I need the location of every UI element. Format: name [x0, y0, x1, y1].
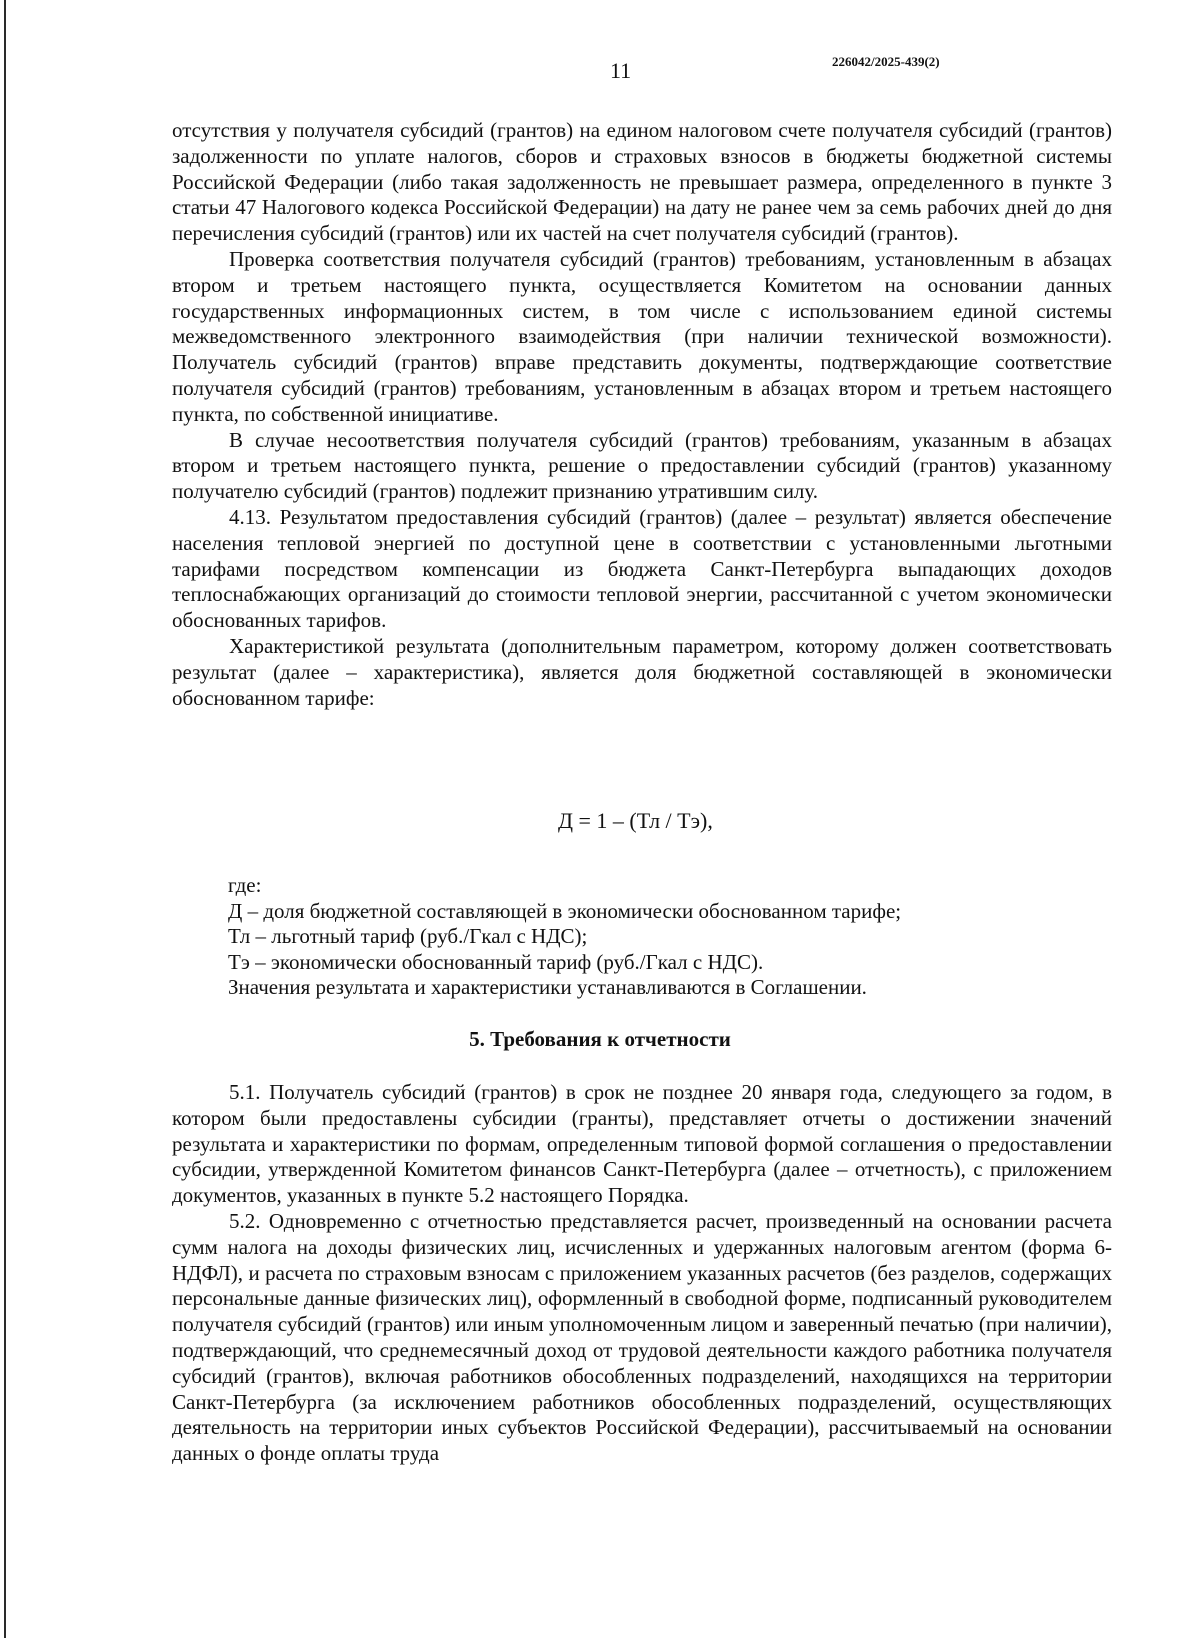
text-block-main [172, 118, 1112, 711]
paragraph-noncompliance: В случае несоответствия получателя субсидий (грантов) требованиям, указанным в абзацах втором и третьем настоящего пункта, решение о предоставлении субсидий (грантов) указанному получателю субсидий (грантов) подлежит признанию утратившим силу. [172, 427, 1112, 504]
definition-te: Тэ – экономически обоснованный тариф (руб./Гкал с НДС). [228, 949, 764, 974]
section-heading: 5. Требования к отчетности [469, 1027, 731, 1051]
paragraph-5-1: 5.1. Получатель субсидий (грантов) в срок не позднее 20 января года, следующего за годом, в котором были предоставлены субсидии (гранты), представляет отчеты о достижении значений результата и характеристики по формам, определенным типовой формой соглашения о предоставлении субсидии, утвержденной Комитетом финансов Санкт-Петербурга (далее – отчетность), с приложением документов, указанных в пункте 5.2 настоящего Порядка. [172, 1080, 1112, 1208]
definition-tl: Тл – льготный тариф (руб./Гкал с НДС); [228, 924, 588, 948]
formula: Д = 1 – (Тл / Тэ), [558, 808, 713, 833]
formula-definitions [228, 873, 901, 1001]
paragraph-characteristic: Характеристикой результата (дополнительным параметром, которому должен соответствовать результат (далее – характеристика), является доля бюджетной составляющей в экономически обоснованном тарифе: [172, 633, 1112, 710]
paragraph-continuation: отсутствия у получателя субсидий (грантов) на едином налоговом счете получателя субсидий (грантов) задолженности по уплате налогов, сборов и страховых взносов в бюджеты бюджетной системы Российской Федерации (либо такая задолженность не превышает размера, определенного в пункте 3 статьи 47 Налогового кодекса Российской Федерации) на дату не ранее чем за семь рабочих дней до дня перечисления субсидий (грантов) или их частей на счет получателя субсидий (грантов). [172, 118, 1112, 246]
definition-d: Д – доля бюджетной составляющей в экономически обоснованном тарифе; [228, 898, 902, 923]
paragraph-5-2: 5.2. Одновременно с отчетностью представляется расчет, произведенный на основании расчета сумм налога на доходы физических лиц, исчисленных и удержанных налоговым агентом (форма 6-НДФЛ), и расчета по страховым взносам с приложением указанных расчетов (без разделов, содержащих персональные данные физических лиц), оформленный в свободной форме, подписанный руководителем получателя субсидий (грантов) или иным уполномоченным лицом и заверенный печатью (при наличии), подтверждающий, что среднемесячный доход от трудовой деятельности каждого работника получателя субсидий (грантов), включая работников обособленных подразделений, находящихся на территории Санкт-Петербурга (за исключением работников обособленных подразделений, осуществляющих деятельность на территории иных субъектов Российской Федерации), рассчитываемый на основании данных о фонде оплаты труда [172, 1208, 1112, 1466]
paragraph-verification: Проверка соответствия получателя субсидий (грантов) требованиям, установленным в абзацах втором и третьем настоящего пункта, осуществляется Комитетом на основании данных государственных информационных систем, в том числе с использованием единой системы межведомственного электронного взаимодействия (при наличии технической возможности). Получатель субсидий (грантов) вправе представить документы, подтверждающие соответствие получателя субсидий (грантов) требованиям, установленным в абзацах втором и третьем настоящего пункта, по собственной инициативе. [172, 246, 1112, 426]
definition-where: где: [228, 873, 262, 897]
text-block-section5 [172, 1080, 1112, 1467]
document-id: 226042/2025-439(2) [832, 54, 940, 69]
page-number: 11 [610, 58, 632, 83]
scan-edge-line [4, 0, 6, 1638]
definition-values: Значения результата и характеристики устанавливаются в Соглашении. [228, 975, 867, 999]
paragraph-4-13: 4.13. Результатом предоставления субсидий (грантов) (далее – результат) является обеспечение населения тепловой энергией по доступной цене в соответствии с установленными льготными тарифами посредством компенсации из бюджета Санкт-Петербурга выпадающих доходов теплоснабжающих организаций до стоимости тепловой энергии, рассчитанной с учетом экономически обоснованных тарифов. [172, 504, 1112, 633]
